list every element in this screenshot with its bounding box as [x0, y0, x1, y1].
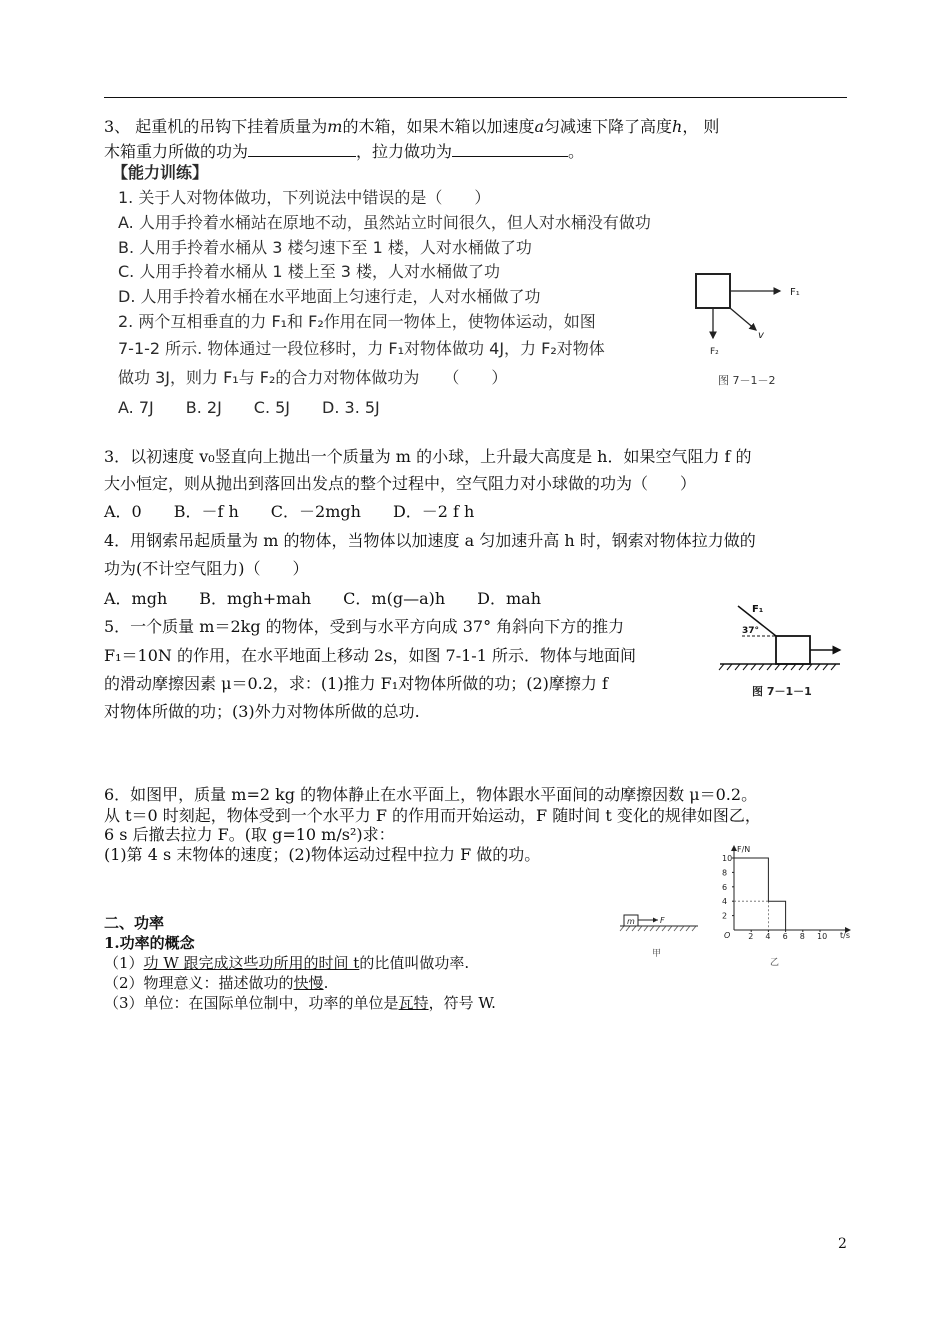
- figure-7-1-1: [716, 598, 856, 704]
- x-tick-label: 6: [782, 932, 788, 941]
- ability-heading: 【能力训练】: [112, 163, 209, 182]
- fig711-caption: 图 7－1－1: [752, 685, 812, 698]
- f1-label: F₁: [752, 604, 764, 615]
- q3-top-line1: 3、 起重机的吊钩下挂着质量为m的木箱，如果木箱以加速度a匀减速下降了高度h， 则: [104, 117, 720, 136]
- section2-heading: 二、功率: [104, 914, 165, 932]
- figure-q6-jia: [618, 906, 700, 962]
- q2-options: A. 7J B. 2J C. 5J D. 3. 5J: [118, 398, 380, 417]
- angle-label: 37°: [742, 626, 760, 636]
- x-axis-label: t/s: [840, 931, 850, 940]
- page-number: 2: [838, 1236, 847, 1252]
- caption-jia: 甲: [652, 949, 662, 959]
- x-tick-label: 10: [817, 932, 828, 941]
- force-label: F: [660, 916, 665, 925]
- q2-line3: 做功 3J，则力 F₁与 F₂的合力对物体做功为 （ ）: [118, 368, 508, 387]
- q6-line3: 6 s 后撤去拉力 F。(取 g=10 m/s²)求：: [104, 825, 395, 844]
- fig712-caption: 图 7－1－2: [718, 374, 776, 387]
- block: [696, 274, 730, 308]
- y-tick-label: 8: [722, 868, 728, 878]
- section2-sub1: 1.功率的概念: [104, 934, 195, 952]
- section2-p3: （3）单位：在国际单位制中，功率的单位是瓦特，符号 W.: [104, 994, 496, 1012]
- block: [776, 636, 810, 664]
- q6-line4: (1)第 4 s 末物体的速度；(2)物体运动过程中拉力 F 做的功。: [104, 845, 541, 864]
- q6-line2: 从 t＝0 时刻起，物体受到一个水平力 F 的作用而开始运动，F 随时间 t 变化的规律如图乙，: [104, 806, 761, 825]
- section2-p2: （2）物理意义：描述做功的快慢.: [104, 974, 329, 992]
- q3-line2: 大小恒定，则从抛出到落回出发点的整个过程中，空气阻力对小球做的功为（ ）: [104, 474, 697, 493]
- answer-blank-1[interactable]: [248, 140, 356, 157]
- v-arrow: [730, 308, 756, 330]
- q5-line4: 对物体所做的功；(3)外力对物体所做的总功.: [104, 702, 420, 721]
- caption-yi: 乙: [770, 958, 780, 968]
- y-axis-label: F/N: [737, 845, 751, 854]
- f2-label: F₂: [710, 347, 719, 357]
- x-tick-label: 2: [748, 932, 754, 941]
- q4-options: A．mgh B．mgh+mah C．m(g—a)h D．mah: [104, 589, 542, 608]
- header-rule: [104, 97, 847, 98]
- q1-option-b: B. 人用手拎着水桶从 3 楼匀速下至 1 楼，人对水桶做了功: [118, 238, 532, 257]
- x-tick-label: 4: [765, 932, 771, 941]
- q5-line3: 的滑动摩擦因素 μ＝0.2，求：(1)推力 F₁对物体所做的功；(2)摩擦力 f: [104, 674, 608, 693]
- figure-q6-yi-chart: [700, 840, 860, 970]
- section2-p1: （1）功 W 跟完成这些功所用的时间 t的比值叫做功率.: [104, 954, 470, 972]
- origin-label: O: [724, 931, 731, 940]
- v-label: v: [758, 330, 764, 341]
- y-tick-label: 10: [722, 854, 733, 863]
- q1-option-d: D. 人用手拎着水桶在水平地面上匀速行走，人对水桶做了功: [118, 287, 541, 306]
- q2-line1: 2. 两个互相垂直的力 F₁和 F₂作用在同一物体上，使物体运动，如图: [118, 312, 596, 331]
- f1-label: F₁: [790, 287, 800, 298]
- mass-label: m: [627, 917, 635, 926]
- q1-option-c: C. 人用手拎着水桶从 1 楼上至 3 楼，人对水桶做了功: [118, 262, 501, 281]
- q5-line2: F₁＝10N 的作用，在水平地面上移动 2s，如图 7-1-1 所示．物体与地面间: [104, 646, 636, 665]
- figure-7-1-2: [688, 268, 818, 392]
- q2-line2: 7-1-2 所示. 物体通过一段位移时，力 F₁对物体做功 4J，力 F₂对物体: [118, 339, 605, 358]
- y-tick-label: 4: [722, 897, 728, 907]
- q6-line1: 6．如图甲，质量 m=2 kg 的物体静止在水平面上，物体跟水平面间的动摩擦因数 μ＝0.2。: [104, 785, 758, 804]
- q3-options: A．0 B．－f h C．－2mgh D．－2 f h: [104, 502, 475, 521]
- q1-option-a: A. 人用手拎着水桶站在原地不动，虽然站立时间很久，但人对水桶没有做功: [118, 213, 651, 232]
- y-tick-label: 6: [722, 882, 728, 892]
- x-tick-label: 8: [799, 932, 805, 941]
- y-tick-label: 2: [722, 911, 728, 921]
- q3-line1: 3．以初速度 v₀竖直向上抛出一个质量为 m 的小球，上升最大高度是 h．如果空气阻力 f 的: [104, 447, 752, 466]
- q5-line1: 5．一个质量 m＝2kg 的物体，受到与水平方向成 37° 角斜向下方的推力: [104, 617, 625, 636]
- q4-line1: 4．用钢索吊起质量为 m 的物体，当物体以加速度 a 匀加速升高 h 时，钢索对物体拉力做的: [104, 531, 756, 550]
- answer-blank-2[interactable]: [452, 140, 568, 157]
- q4-line2: 功为(不计空气阻力)（ ）: [104, 559, 309, 578]
- force-series-line: [734, 858, 786, 930]
- q3-top-line2: 木箱重力所做的功为 ，拉力做功为 。: [104, 142, 585, 161]
- q1-stem: 1. 关于人对物体做功，下列说法中错误的是（ ）: [118, 188, 491, 207]
